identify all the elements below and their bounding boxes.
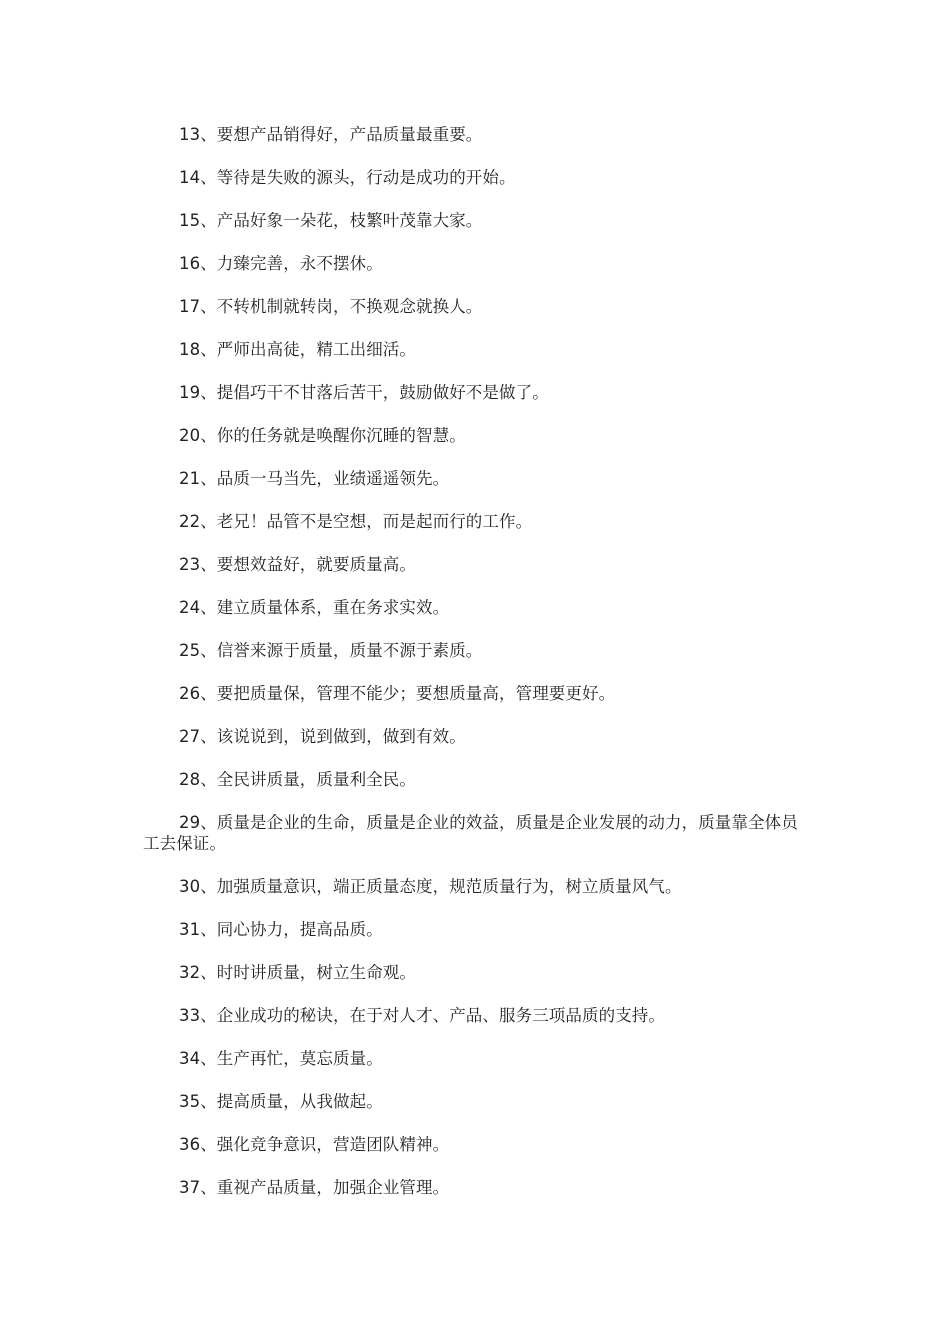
list-item: 13、要想产品销得好，产品质量最重要。: [179, 125, 483, 144]
list-item: 17、不转机制就转岗，不换观念就换人。: [179, 297, 483, 316]
list-item: 20、你的任务就是唤醒你沉睡的智慧。: [179, 426, 466, 445]
list-item: 34、生产再忙，莫忘质量。: [179, 1049, 383, 1068]
list-item: 32、时时讲质量，树立生命观。: [179, 963, 416, 982]
list-item: 18、严师出高徒，精工出细活。: [179, 340, 416, 359]
list-item: 25、信誉来源于质量，质量不源于素质。: [179, 641, 483, 660]
list-item: 36、强化竞争意识，营造团队精神。: [179, 1135, 450, 1154]
list-item: 35、提高质量，从我做起。: [179, 1092, 383, 1111]
list-item: 23、要想效益好，就要质量高。: [179, 555, 416, 574]
list-item: 28、全民讲质量，质量利全民。: [179, 770, 416, 789]
list-item: 29、质量是企业的生命，质量是企业的效益，质量是企业发展的动力，质量靠全体员工去保证。: [143, 813, 798, 853]
list-item: 30、加强质量意识，端正质量态度，规范质量行为，树立质量风气。: [179, 877, 682, 896]
list-item: 22、老兄！品管不是空想，而是起而行的工作。: [179, 512, 533, 531]
list-item: 21、品质一马当先，业绩遥遥领先。: [179, 469, 450, 488]
list-item: 24、建立质量体系，重在务求实效。: [179, 598, 450, 617]
list-item: 26、要把质量保，管理不能少；要想质量高，管理要更好。: [179, 684, 616, 703]
list-item: 31、同心协力，提高品质。: [179, 920, 383, 939]
list-item: 37、重视产品质量，加强企业管理。: [179, 1178, 450, 1197]
list-item: 16、力臻完善，永不摆休。: [179, 254, 383, 273]
list-item: 19、提倡巧干不甘落后苦干，鼓励做好不是做了。: [179, 383, 549, 402]
list-item: 14、等待是失败的源头，行动是成功的开始。: [179, 168, 516, 187]
list-item: 27、该说说到，说到做到，做到有效。: [179, 727, 466, 746]
list-item: 15、产品好象一朵花，枝繁叶茂靠大家。: [179, 211, 483, 230]
list-item: 33、企业成功的秘诀，在于对人才、产品、服务三项品质的支持。: [179, 1006, 665, 1025]
document-body: [143, 124, 811, 1220]
